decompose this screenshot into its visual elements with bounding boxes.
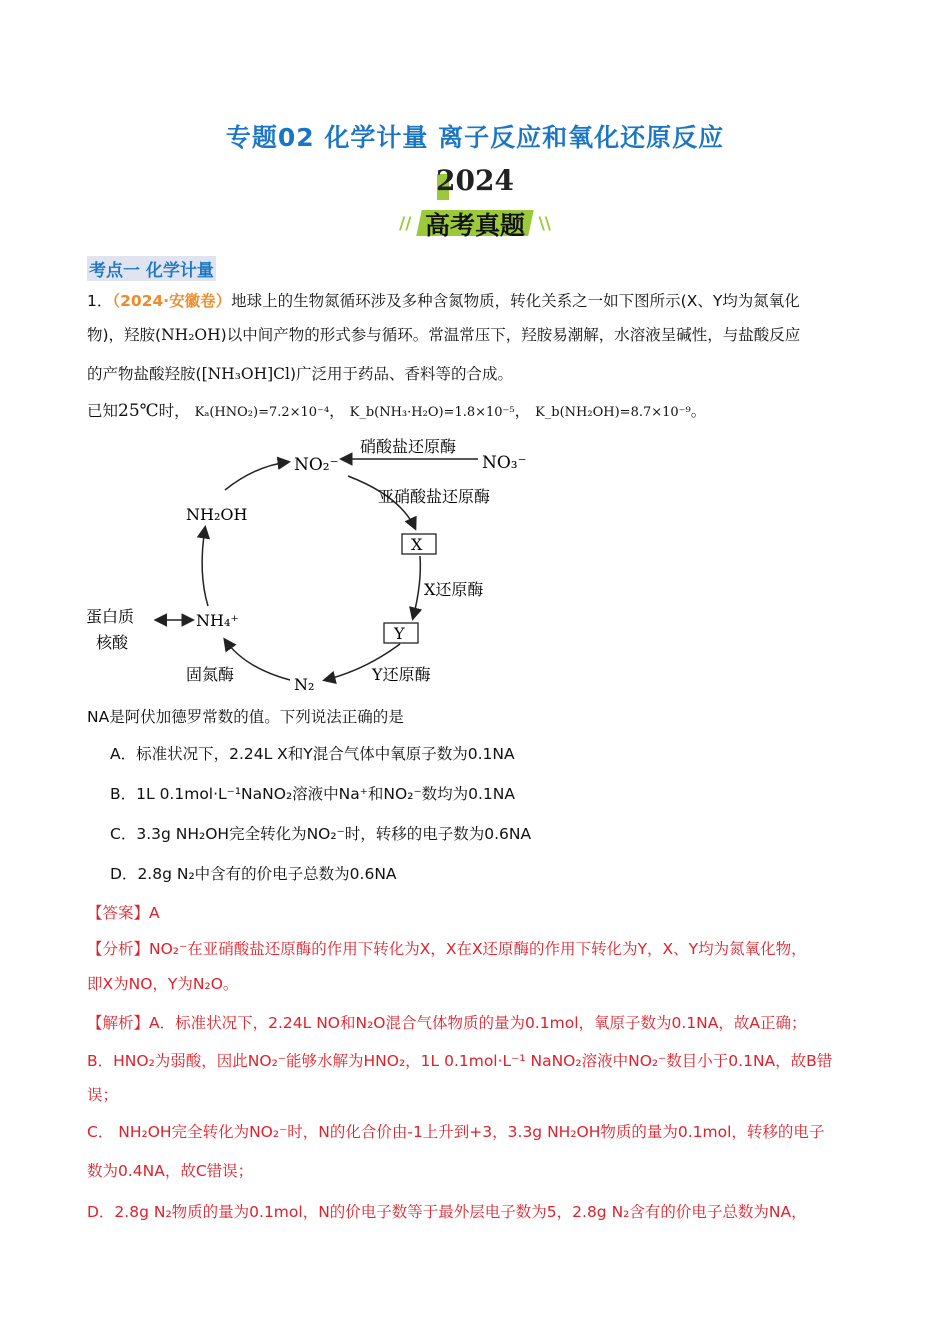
question-text-2c: )以中间产物的形式参与循环。常温常压下，羟胺易潮解，水溶液呈碱性，与盐酸反应 (220, 326, 801, 344)
question-text-3c: )广泛用于药品、香料等的合成。 (290, 365, 514, 383)
option-c-text: 3.3g NH₂OH完全转化为NO₂⁻时，转移的电子数为0.6NA (136, 825, 532, 843)
section-heading: 考点一 化学计量 (87, 256, 216, 281)
label-protein: 蛋白质 (86, 607, 135, 626)
option-c[interactable] (110, 823, 531, 845)
question-line-4 (87, 400, 706, 424)
question-number: 1． (87, 292, 113, 310)
nitrogen-cycle-diagram (80, 428, 560, 698)
question-text-1: 地球上的生物氮循环涉及多种含氮物质，转化关系之一如下图所示(X、Y均为氮氧化 (231, 292, 800, 310)
page-title: 专题02 化学计量 离子反应和氧化还原反应 (225, 123, 725, 152)
option-d[interactable] (110, 863, 397, 885)
solution-label: 【解析】 (87, 1014, 150, 1032)
solution-line-c2: 数为0.4NA，故C错误； (87, 1162, 254, 1180)
label-nitrate-reductase: 硝酸盐还原酶 (360, 437, 457, 456)
solution-line-d: D．2.8g N₂物质的量为0.1mol，N的价电子数等于最外层电子数为5，2.8g N₂含有的价电子总数为NA， (87, 1203, 807, 1221)
banner-text: 高考真题 (424, 211, 525, 240)
question-line-3 (87, 363, 513, 385)
question-text-2a: 物)，羟胺( (87, 326, 162, 344)
option-a-label: A． (110, 745, 137, 763)
analysis-label: 【分析】 (87, 940, 150, 958)
question-stem: NA是阿伏加德罗常数的值。下列说法正确的是 (87, 708, 404, 726)
answer-value: A (149, 904, 160, 922)
label-n2: N₂ (294, 675, 315, 694)
arrow-x-to-y (413, 556, 420, 618)
option-b-label: B． (110, 785, 137, 803)
analysis-line-2: 即X为NO，Y为N₂O。 (87, 975, 239, 993)
answer-label: 【答案】 (87, 904, 150, 922)
option-a-text: 标准状况下，2.24L X和Y混合气体中氧原子数为0.1NA (136, 745, 515, 763)
answer (87, 901, 160, 923)
option-d-text: 2.8g N₂中含有的价电子总数为0.6NA (137, 865, 397, 883)
analysis-text-1: NO₂⁻在亚硝酸盐还原酶的作用下转化为X，X在X还原酶的作用下转化为Y，X、Y均为氮氧化物， (149, 940, 807, 958)
question-text-3a: 的产物盐酸羟胺( (87, 365, 202, 383)
label-no2: NO₂⁻ (294, 455, 339, 475)
label-nucleic-acid: 核酸 (96, 633, 129, 652)
question-text-4c: 时， (158, 402, 190, 420)
period: 。 (690, 402, 707, 420)
label-nh4: NH₄⁺ (196, 611, 239, 630)
question-line-2 (87, 324, 800, 346)
solution-line-a (87, 1011, 807, 1033)
option-a[interactable] (110, 743, 515, 765)
kb-nh2oh: K_b(NH₂OH)=8.7×10⁻⁹ (535, 405, 691, 420)
solution-line-b2: 误； (87, 1086, 119, 1104)
label-no3: NO₃⁻ (482, 453, 527, 473)
label-nitrite-reductase: 亚硝酸盐还原酶 (378, 487, 491, 506)
exam-banner (399, 204, 551, 240)
label-y: Y (394, 624, 405, 643)
solution-line-c1: C． NH₂OH完全转化为NO₂⁻时，N的化合价由-1上升到+3，3.3g NH₂OH物质的量为0.1mol，转移的电子 (87, 1123, 825, 1141)
formula-hydroxylamine: NH₂OH (161, 326, 221, 344)
label-nitrogenase: 固氮酶 (186, 665, 235, 684)
arrow-n2-to-nh4 (225, 640, 290, 680)
separator-2: ， (514, 402, 531, 420)
temperature: 25℃ (118, 401, 159, 421)
analysis-line-1 (87, 937, 807, 959)
banner-slashes-left: // (399, 214, 412, 234)
solution-line-b1: B．HNO₂为弱酸，因此NO₂⁻能够水解为HNO₂，1L 0.1mol·L⁻¹ NaNO₂溶液中NO₂⁻数目小于0.1NA，故B错 (87, 1052, 833, 1070)
ka-hno2: Kₐ(HNO₂)=7.2×10⁻⁴ (194, 405, 330, 420)
label-x: X (411, 535, 423, 554)
option-c-label: C． (110, 825, 137, 843)
arrow-nh2oh-to-no2 (225, 462, 288, 490)
option-b-text: 1L 0.1mol·L⁻¹NaNO₂溶液中Na⁺和NO₂⁻数均为0.1NA (136, 785, 515, 803)
question-source: （2024·安徽卷） (112, 292, 232, 310)
separator-1: ， (329, 402, 345, 420)
kb-nh3: K_b(NH₃·H₂O)=1.8×10⁻⁵ (349, 405, 515, 420)
label-y-reductase: Y还原酶 (372, 665, 431, 684)
banner-slashes-right: \\ (538, 214, 551, 234)
formula-hydroxylamine-hcl: [NH₃OH]Cl (201, 365, 290, 383)
option-b[interactable] (110, 783, 515, 805)
option-d-label: D． (110, 865, 138, 883)
question-line-1 (87, 290, 800, 312)
solution-text-a: A．标准状况下，2.24L NO和N₂O混合气体物质的量为0.1mol，氧原子数为0.1NA，故A正确； (149, 1014, 807, 1032)
question-text-4a: 已知 (87, 402, 119, 420)
label-x-reductase: X还原酶 (424, 580, 484, 599)
year-heading: 2024 (436, 164, 514, 197)
label-nh2oh: NH₂OH (186, 505, 248, 524)
arrow-nh4-to-nh2oh (202, 528, 208, 606)
